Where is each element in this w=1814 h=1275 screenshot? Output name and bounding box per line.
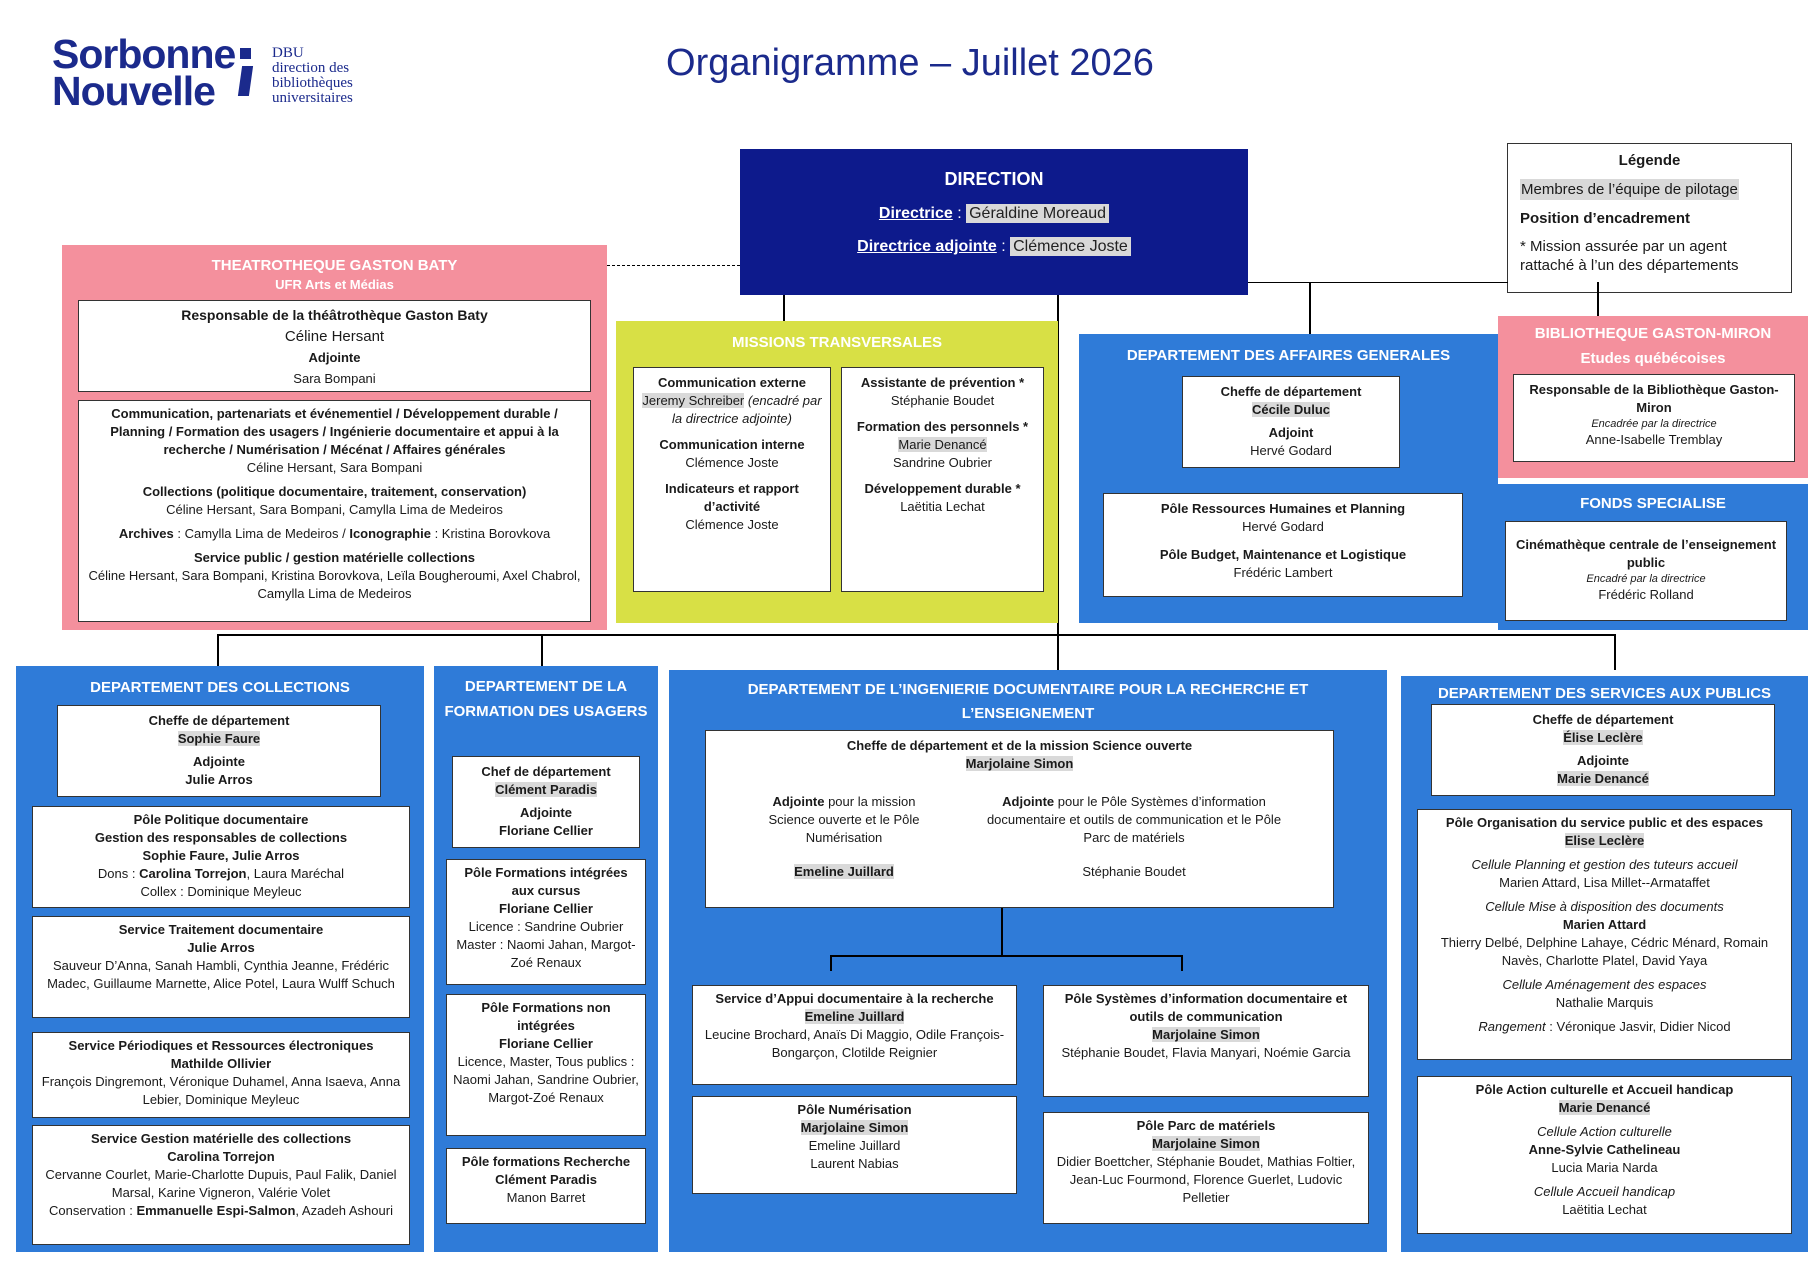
legend-mission: * Mission assurée par un agent rattaché à l’un des départements xyxy=(1520,238,1739,274)
affaires-title: DEPARTEMENT DES AFFAIRES GENERALES xyxy=(1126,347,1451,364)
collections-chef-box: Cheffe de département Sophie Faure Adjointe Julie Arros xyxy=(57,705,381,797)
missions-right-box: Assistante de prévention * Stéphanie Boudet Formation des personnels * Marie Denancé Sandrine Oubrier Développement durable * Laëtitia Lechat xyxy=(841,367,1044,592)
theatrotheque-responsable-box: Responsable de la théâtrothèque Gaston Baty Céline Hersant Adjointe Sara Bompani xyxy=(78,300,591,392)
missions-transversales-section xyxy=(616,321,1058,623)
connector-line xyxy=(1309,282,1311,334)
miron-subtitle: Etudes québécoises xyxy=(1580,350,1726,367)
services-publics-section xyxy=(1401,676,1808,1252)
directrice-adjointe-label: Directrice adjointe xyxy=(857,238,997,255)
directrice-adjointe-name: Clémence Joste xyxy=(1010,237,1131,256)
ingenierie-adjointe-b: Adjointe pour le Pôle Systèmes d’information documentaire et outils de communication et le Pôle Parc de matériels Stéphanie Boudet xyxy=(986,794,1282,879)
connector-line xyxy=(1248,282,1508,283)
formation-chef-box: Chef de département Clément Paradis Adjointe Floriane Cellier xyxy=(452,756,640,848)
publics-pole-organisation: Pôle Organisation du service public et des espaces Elise Leclère Cellule Planning et gestion des tuteurs accueil Marien Attard, Lisa Millet--Armataffet Cellule Mise à disposition des documents Marien Attard Thierry Delbé, Delphine Lahaye, Cédric Ménard, Romain Navès, Charlotte Platel, David Yaya Cellule Aménagement des espaces Nathalie Marquis Rangement : Véronique Jasvir, Didier Nicod xyxy=(1417,809,1792,1060)
publics-chef-box: Cheffe de département Élise Leclère Adjointe Marie Denancé xyxy=(1431,704,1775,796)
legend-pilotage: Membres de l’équipe de pilotage xyxy=(1521,181,1738,198)
miron-responsable-box: Responsable de la Bibliothèque Gaston-Miron Encadrée par la directrice Anne-Isabelle Tremblay xyxy=(1513,374,1795,462)
ingenierie-pole-numerisation: Pôle Numérisation Marjolaine Simon Emeline Juillard Laurent Nabias xyxy=(692,1096,1017,1194)
theatrotheque-services-box: Communication, partenariats et événementiel / Développement durable / Planning / Formation des usagers / Ingénierie documentaire et appui à la recherche / Numérisation / Mécénat / Affaires générales Céline Hersant, Sara Bompani Collections (politique documentaire, traitement, conservation) Céline Hersant, Sara Bompani, Camylla Lima de Medeiros Archives : Camylla Lima de Medeiros / Iconographie : Kristina Borovkova Service public / gestion matérielle collections Céline Hersant, Sara Bompani, Kristina Borovkova, Leïla Bougheroumi, Axel Chabrol, Camylla Lima de Medeiros xyxy=(78,400,591,622)
dashed-connector xyxy=(607,265,740,266)
legend-title: Légende xyxy=(1618,152,1681,169)
direction-title: DIRECTION xyxy=(944,169,1044,189)
ingenierie-section xyxy=(669,670,1387,1252)
theatrotheque-title: THEATROTHEQUE GASTON BATY xyxy=(211,257,458,274)
formation-pole-recherche: Pôle formations Recherche Clément Paradis Manon Barret xyxy=(446,1148,646,1224)
missions-left-box: Communication externe Jeremy Schreiber (encadré par la directrice adjointe) Communication interne Clémence Joste Indicateurs et rapport d’activité Clémence Joste xyxy=(633,367,831,592)
theatrotheque-section xyxy=(62,245,607,630)
fonds-box: Cinémathèque centrale de l’enseignement public Encadré par la directrice Frédéric Rolland xyxy=(1505,521,1787,621)
directrice-label: Directrice xyxy=(878,205,953,222)
connector-line xyxy=(541,634,543,666)
ingenierie-pole-parc: Pôle Parc de matériels Marjolaine Simon Didier Boettcher, Stéphanie Boudet, Mathias Foltier, Jean-Luc Fourmond, Florence Guerlet, Ludovic Pelletier xyxy=(1043,1112,1369,1224)
logo-mark-icon xyxy=(240,48,251,98)
legend-encadrement: Position d’encadrement xyxy=(1520,210,1691,227)
collections-pole-politique: Pôle Politique documentaire Gestion des responsables de collections Sophie Faure, Julie Arros Dons : Carolina Torrejon, Laura Maréchal Collex : Dominique Meyleuc xyxy=(32,806,410,908)
connector-line xyxy=(1614,634,1616,670)
legend xyxy=(1507,143,1792,293)
affaires-chef-box: Cheffe de département Cécile Duluc Adjoint Hervé Godard xyxy=(1182,376,1400,468)
collections-section xyxy=(16,666,424,1252)
connector-line xyxy=(217,634,1615,636)
fonds-title: FONDS SPECIALISE xyxy=(1580,495,1726,512)
missions-title: MISSIONS TRANSVERSALES xyxy=(731,334,943,351)
connector-line xyxy=(1597,282,1599,316)
formation-section xyxy=(434,666,658,1252)
affaires-poles-box: Pôle Ressources Humaines et Planning Hervé Godard Pôle Budget, Maintenance et Logistique Frédéric Lambert xyxy=(1103,493,1463,597)
connector-line xyxy=(783,295,785,321)
fonds-specialise-section xyxy=(1498,484,1808,630)
bibliotheque-miron-section xyxy=(1498,316,1808,478)
theatrotheque-subtitle: UFR Arts et Médias xyxy=(275,277,394,292)
connector-line xyxy=(1057,634,1059,670)
direction-box: DIRECTION Directrice : Géraldine Moreaud Directrice adjointe : Clémence Joste xyxy=(740,149,1248,295)
formation-title: DEPARTEMENT DE LA FORMATION DES USAGERS xyxy=(444,678,648,720)
ingenierie-chef-box: Cheffe de département et de la mission Science ouverte Marjolaine Simon Adjointe pour la mission Science ouverte et le Pôle Numérisation Emeline Juillard Adjointe pour le Pôle Systèmes d’information documentaire et outils de communication et le Pôle Parc de matériels Stéphanie Boudet xyxy=(705,730,1334,908)
ingenierie-title: DEPARTEMENT DE L’INGENIERIE DOCUMENTAIRE POUR LA RECHERCHE ET L’ENSEIGNEMENT xyxy=(747,681,1309,722)
sorbonne-nouvelle-logo xyxy=(52,31,382,116)
ingenierie-adjointe-a: Adjointe pour la mission Science ouverte et le Pôle Numérisation Emeline Juillard xyxy=(768,794,920,879)
ingenierie-pole-systemes: Pôle Systèmes d’information documentaire et outils de communication Marjolaine Simon Stéphanie Boudet, Flavia Manyari, Noémie Garcia xyxy=(1043,985,1369,1097)
page-title: Organigramme – Juillet 2026 xyxy=(666,42,1154,84)
miron-title: BIBLIOTHEQUE GASTON-MIRON xyxy=(1534,325,1772,342)
collections-service-gestion-materielle: Service Gestion matérielle des collections Carolina Torrejon Cervanne Courlet, Marie-Charlotte Dupuis, Paul Falik, Daniel Marsal, Karine Vigneron, Valérie Volet Conservation : Emmanuelle Espi-Salmon, Azadeh Ashouri xyxy=(32,1125,410,1245)
ingenierie-service-appui: Service d’Appui documentaire à la recherche Emeline Juillard Leucine Brochard, Anaïs Di Maggio, Odile François-Bongarçon, Clotilde Reignier xyxy=(692,985,1017,1085)
collections-title: DEPARTEMENT DES COLLECTIONS xyxy=(90,679,350,696)
affaires-generales-section xyxy=(1079,334,1498,623)
publics-title: DEPARTEMENT DES SERVICES AUX PUBLICS xyxy=(1437,685,1772,702)
collections-service-periodiques: Service Périodiques et Ressources électroniques Mathilde Ollivier François Dingremont, Véronique Duhamel, Anna Isaeva, Anna Lebier, Dominique Meyleuc xyxy=(32,1032,410,1118)
connector-line xyxy=(217,634,219,666)
formation-pole-non-integrees: Pôle Formations non intégrées Floriane Cellier Licence, Master, Tous publics : Naomi Jahan, Sandrine Oubrier, Margot-Zoé Renaux xyxy=(446,994,646,1136)
logo-wordmark: Sorbonne Nouvelle xyxy=(52,31,236,114)
publics-pole-action-culturelle: Pôle Action culturelle et Accueil handicap Marie Denancé Cellule Action culturelle Anne-Sylvie Cathelineau Lucia Maria Narda Cellule Accueil handicap Laëtitia Lechat xyxy=(1417,1076,1792,1234)
formation-pole-integrees: Pôle Formations intégrées aux cursus Floriane Cellier Licence : Sandrine Oubrier Master : Naomi Jahan, Margot-Zoé Renaux xyxy=(446,859,646,985)
directrice-name: Géraldine Moreaud xyxy=(966,204,1109,223)
collections-service-traitement: Service Traitement documentaire Julie Arros Sauveur D’Anna, Sanah Hambli, Cynthia Jeanne, Frédéric Madec, Guillaume Marnette, Alice Potel, Laura Wulff Schuch xyxy=(32,916,410,1018)
logo-subtitle: DBU direction des bibliothèques universitaires xyxy=(272,45,353,106)
